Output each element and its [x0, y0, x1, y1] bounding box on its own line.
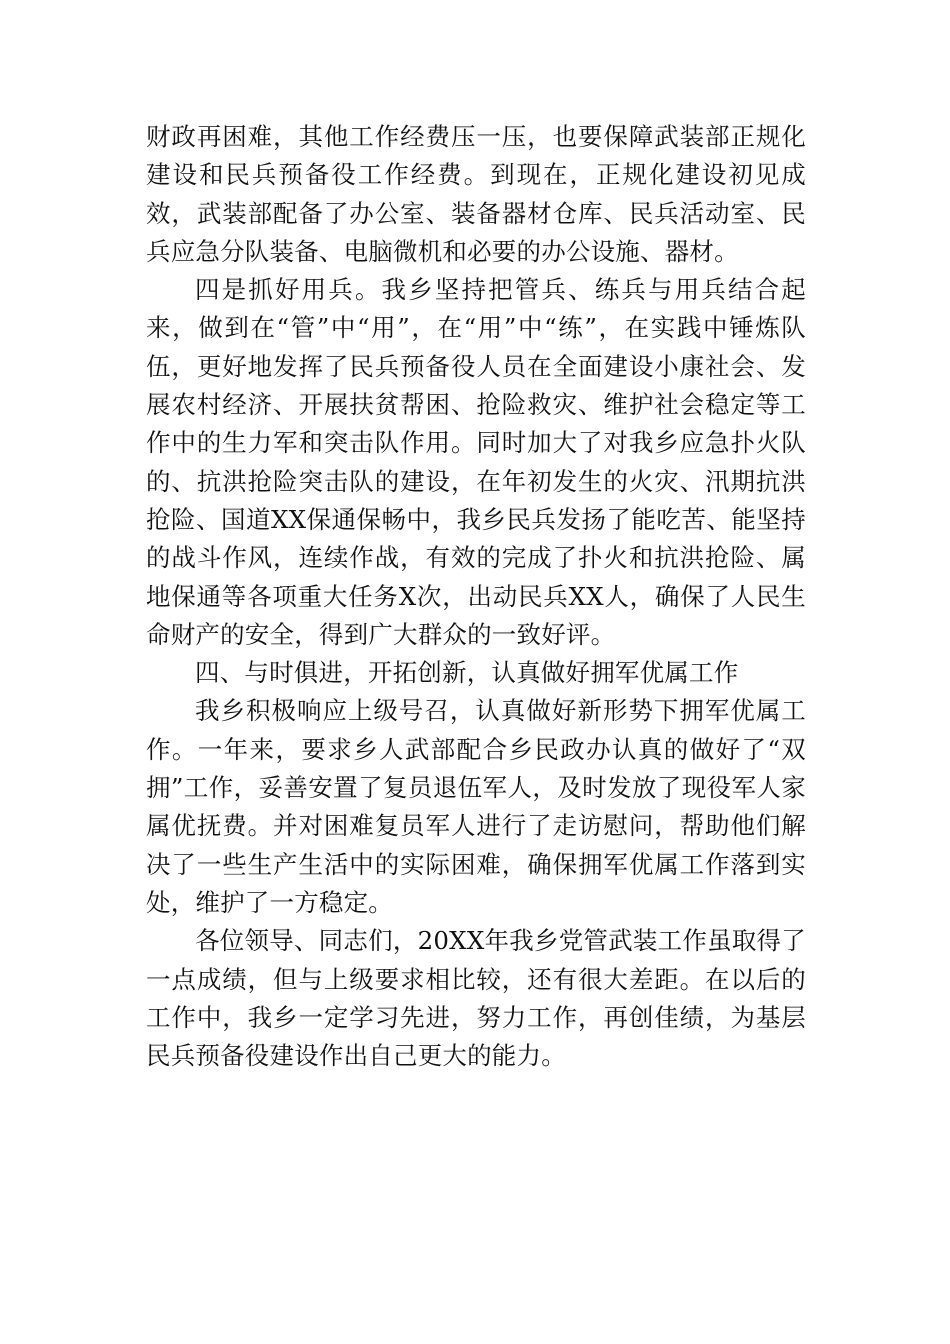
section-heading: 四、与时俱进，开拓创新，认真做好拥军优属工作: [195, 658, 739, 688]
paragraph-continuation: 财政再困难，其他工作经费压一压，也要保障武装部正规化建设和民兵预备役工作经费。到现在，正规化建设初见成效，武装部配备了办公室、装备器材仓库、民兵活动室、民兵应急分队装备、电脑微机和必要的办公设施、器材。: [146, 122, 806, 266]
paragraph-use-militia: 四是抓好用兵。我乡坚持把管兵、练兵与用兵结合起来，做到在“管”中“用”，在“用”中“练”，在实践中锤炼队伍，更好地发挥了民兵预备役人员在全面建设小康社会、发展农村经济、开展扶贫帮困、抢险救灾、维护社会稳定等工作中的生力军和突击队作用。同时加大了对我乡应急扑火队的、抗洪抢险突击队的建设，在年初发生的火灾、汛期抗洪抢险、国道XX保通保畅中，我乡民兵发扬了能吃苦、能坚持的战斗作风，连续作战，有效的完成了扑火和抗洪抢险、属地保通等各项重大任务X次，出动民兵XX人，确保了人民生命财产的安全，得到广大群众的一致好评。: [146, 275, 806, 649]
paragraph-support-army: 我乡积极响应上级号召，认真做好新形势下拥军优属工作。一年来，要求乡人武部配合乡民政办认真的做好了“双拥”工作，妥善安置了复员退伍军人，及时发放了现役军人家属优抚费。并对困难复员军人进行了走访慰问，帮助他们解决了一些生产生活中的实际困难，确保拥军优属工作落到实处，维护了一方稳定。: [146, 696, 806, 917]
document-body: [146, 118, 806, 1075]
paragraph-conclusion: 各位领导、同志们，20XX年我乡党管武装工作虽取得了一点成绩，但与上级要求相比较，还有很大差距。在以后的工作中，我乡一定学习先进，努力工作，再创佳绩，为基层民兵预备役建设作出自己更大的能力。: [146, 926, 806, 1071]
